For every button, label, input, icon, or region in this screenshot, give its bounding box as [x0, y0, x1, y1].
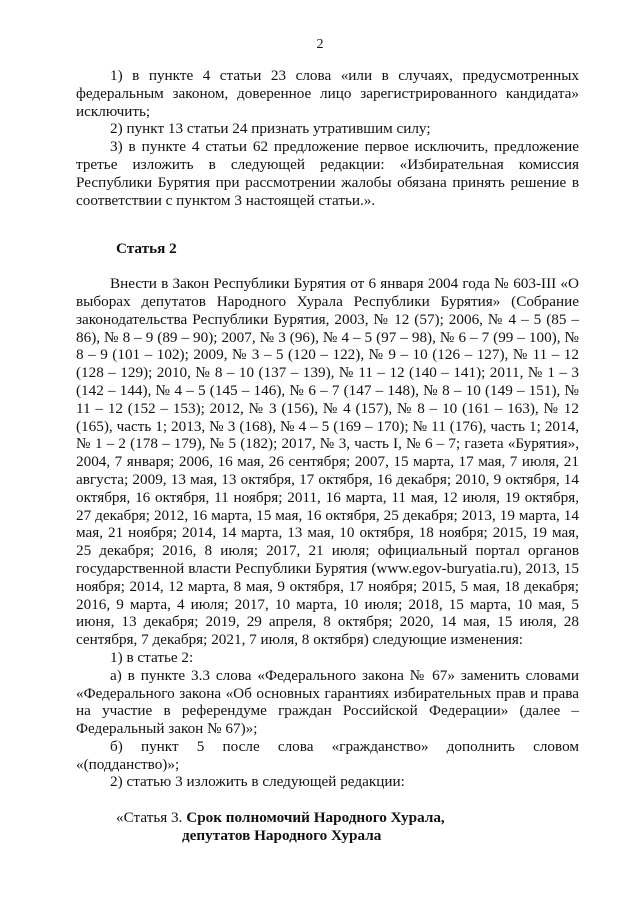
paragraph: 1) в пункте 4 статьи 23 слова «или в случаях, предусмотренных федеральным законом, доверенное лицо зарегистрированного кандидата» исключить; — [76, 67, 579, 120]
paragraph: б) пункт 5 после слова «гражданство» дополнить словом «(подданство)»; — [76, 737, 579, 773]
paragraph: Внести в Закон Республики Бурятия от 6 января 2004 года № 603-III «О выборах депутатов Народного Хурала Республики Бурятия» (Собрание законодательства Республики Бурятия, 2003, № 12 (57); 2006, № 4 – 5 (85 – 86), № 8 – 9 (89 – 90); 2007, № 3 (96), № 4 – 5 (97 – 98), № 6 – 7 (99 – 100), № 8 – 9 (101 – 102); 2009, № 3 – 5 (120 – 122), № 9 – 10 (126 – 127), № 11 – 12 (128 – 129); 2010, № 8 – 10 (137 – 139), № 11 – 12 (140 – 141); 2011, № 1 – 3 (142 – 144), № 4 – 5 (145 – 146), № 6 – 7 (147 – 148), № 8 – 10 (149 – 151), № 11 – 12 (152 – 153); 2012, № 3 (156), № 4 (157), № 8 – 10 (161 – 163), № 12 (165), часть 1; 2013, № 3 (168), № 4 – 5 (169 – 170); № 11 (176), часть 1; 2014, № 1 – 2 (178 – 179), № 5 (182); 2017, № 3, часть I, № 6 – 7; газета «Бурятия», 2004, 7 января; 2006, 16 мая, 26 сентября; 2007, 15 марта, 17 мая, 7 июля, 21 августа; 2009, 13 мая, 13 октября, 17 октября, 16 декабря; 2010, 9 октября, 14 октября, 16 октября, 11 ноября; 2011, 16 марта, 11 мая, 12 июля, 19 октября, 27 декабря; 2012, 16 марта, 15 мая, 16 октября, 25 декабря; 2013, 19 марта, 14 мая, 21 ноября; 2014, 14 марта, 13 мая, 10 октября, 18 ноября; 2015, 19 мая, 25 декабря; 2016, 8 июля; 2017, 21 июля; официальный портал органов государственной власти Республики Бурятия (www.egov-buryatia.ru), 2013, 15 ноября; 2014, 12 марта, 8 мая, 9 октября, 17 ноября; 2015, 5 мая, 18 декабря; 2016, 9 марта, 4 июля; 2017, 10 марта, 10 июля; 2018, 15 марта, 10 мая, 5 июня, 13 декабря; 2019, 29 апреля, 8 октября; 2020, 14 мая, 15 июля, 28 сентября, 7 декабря; 2021, 7 июля, 8 октября) следующие изменения: — [76, 275, 579, 649]
page-number: 2 — [316, 37, 324, 52]
paragraph: 2) пункт 13 статьи 24 признать утратившим силу; — [110, 120, 431, 138]
quoted-article-title-line2: депутатов Народного Хурала — [182, 827, 382, 845]
quoted-article-lead: «Статья 3. — [116, 809, 183, 827]
paragraph: 2) статью 3 изложить в следующей редакции: — [110, 773, 405, 791]
quoted-article-title — [116, 809, 579, 845]
paragraph: 3) в пункте 4 статьи 62 предложение первое исключить, предложение третье изложить в следующей редакции: «Избирательная комиссия Республики Бурятия при рассмотрении жалобы обязана принять решение в соответствии с пунктом 3 настоящей статьи.». — [76, 138, 579, 209]
quoted-article-title-line1: Срок полномочий Народного Хурала, — [186, 809, 445, 827]
article-heading: Статья 2 — [116, 240, 177, 258]
paragraph: 1) в статье 2: — [110, 648, 194, 666]
paragraph: а) в пункте 3.3 слова «Федерального закона № 67» заменить словами «Федерального закона «Об основных гарантиях избирательных прав и права на участие в референдуме граждан Российской Федерации» (далее – Федеральный закон № 67)»; — [76, 666, 579, 738]
document-body — [76, 67, 579, 860]
